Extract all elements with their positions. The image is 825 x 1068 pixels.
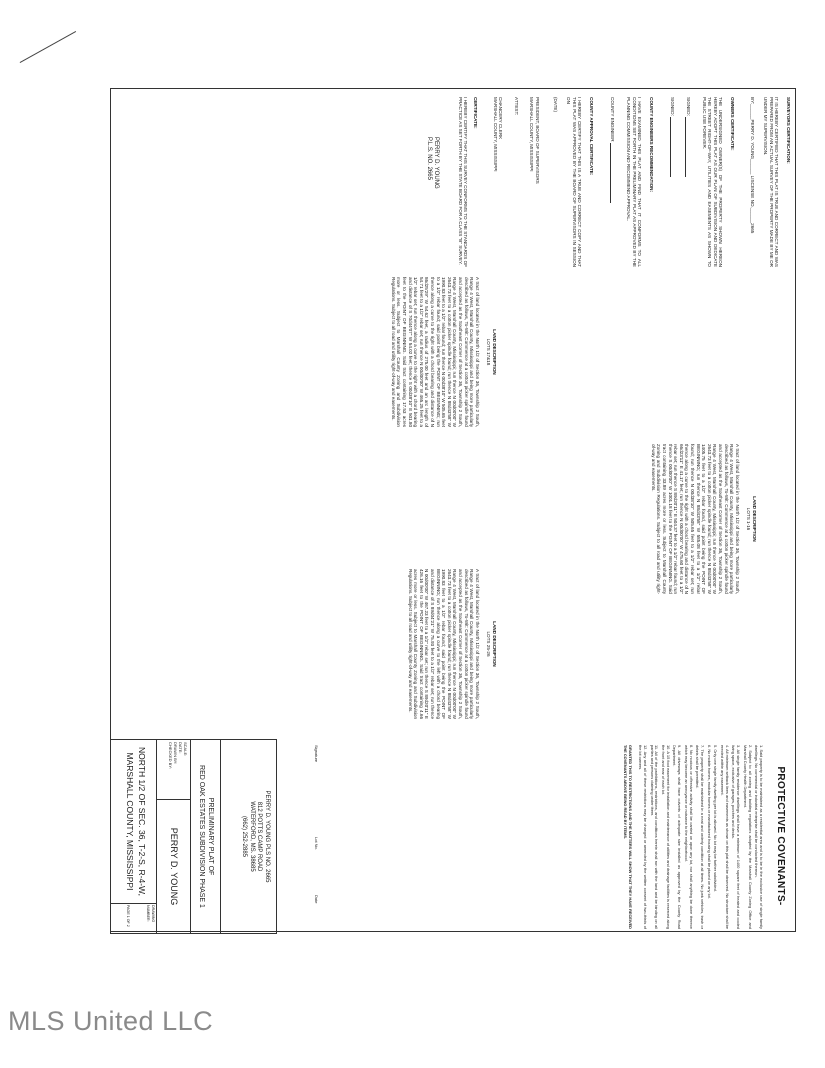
watermark-text: MLS United LLC — [8, 1006, 214, 1036]
land-description-text: A tract of land located in the North 1/2 of Section 36, Township 2 South, Range 4 West, Marshall County, Mississippi and being more particularly described as follows, To-Wit: Commence at a cotton picker spindle found and accepted as the Southeast Corner of Section 36, Township 2 South, Range 4 West, Marshall County, Mississippi; run thence N 00d00'00" W 2643.73 feet to a cotton picker spindle found; run thence N 88d43'58" W 1990.83 feet to a 1/2" rebar found; run thence N 00d38'10" W 505.65 feet to a 1/2" rebar found; said point being the POINT OF BEGINNING; run thence along a curve to the right with a chord bearing and distance of N 86d25'29" W 54.62 feet, a radius of 275.00 feet and an arc length of 54.71 feet to a 1/2" rebar set; run thence N 00d00'00" W 465.25 feet to a 1/2" rebar set; run thence along a curve to the right with a chord bearing and distance of S 70d44'07" W 54.02 feet; thence S 00d38'10" E 501.80 feet to the POINT OF BEGINNING. Said tract containing 17.53 acres more or less. Subject to Marshall County Zoning and Subdivision Regulations. Subject to all road and utility right-of-way and easements. — [390, 277, 480, 427]
county-approval-text: I HEREBY CERTIFY THAT THIS IS A TRUE AND CORRECT COPY AND THAT THIS PLAT WAS APPROVED BY THE BOARD OF SUPERVISORS IN SESSION ON — [566, 97, 583, 267]
plat-title-line-1: PRELIMINARY PLAT OF — [207, 797, 214, 876]
certifications-panel — [119, 97, 791, 267]
county-approval-heading: COUNTY APPROVAL CERTIFICATE: — [588, 97, 594, 176]
owner-cert-text: THE UNDERSIGNED OWNER(S) OF THE PROPERTY SHOWN HEREON HEREBY ADOPT THIS PLAT AS OUR PLAN OF SUBDIVISION AND DEDICATE THE STREET RIGHT-OF-WAY, UTILITIES AND EASEMENTS AS SHOWN TO PUBLIC USE FOREVER. — [701, 97, 724, 267]
rotated-plat-content — [111, 89, 797, 933]
signed-label: SIGNED: — [686, 97, 692, 116]
signed-line-1 — [685, 97, 691, 267]
legal-description-lots-17-18 — [197, 277, 497, 427]
chancery-label: CHANCERY CLERK — [498, 97, 504, 140]
covenant-item: 4. All minimum setback lines and easements as shown on this plat shall be observed. No structure shall be erected within any easement. — [720, 745, 730, 929]
covenant-item: 1. Said property is to be maintained as a residential area and is to be in the exclusive use of single family dwellings. No commercial or industrial enterprise shall be conducted thereon. — [754, 745, 764, 929]
lot-label: Lot No. — [314, 837, 319, 850]
drawing-number-label: DRAWING NUMBER: — [146, 905, 155, 923]
covenant-item: 2. Subject to all zoning and building regulations adopted by the Marshall County Zoning Office and Marshall County Health Department. — [742, 745, 753, 929]
surveyor-cert-heading: SURVEYORS CERTIFICATION: — [786, 97, 791, 164]
land-description-text: A tract of land located in the North 1/2 of Section 36, Township 2 South, Range 4 West, Marshall County, Mississippi and being more particularly described as follows, To-Wit: Commence at a cotton picker spindle found and accepted as the Southeast Corner of Section 36, Township 2 South, Range 4 West, Marshall County, Mississippi; run thence N 00d00'00" W 2643.73 feet to a cotton picker spindle found; run thence N 88d43'58" W 1405.75 feet to a 1/2" rebar found, said point being the POINT OF BEGINNING; run thence N 88d43'58" W 585.08 feet to a 1/2" rebar found; run thence N 00d38'10" W 505.65 feet to a 1/2" rebar set; run thence along a curve to the right with a chord bearing and distance of N 66d23'11" E 41.17 feet; run thence N 00d00'00" W 475.60 feet to a 1/2" rebar set; run thence S 89d20'11" E 504.37 feet to a 1/2" rebar found; run thence S 00d00'00" W 1001.18 feet to the POINT OF BEGINNING. Said tract containing 33.89 acres more or less. Subject to Marshall County Zoning and Subdivision Regulations. Subject to all road and utility right-of-way and easements. — [650, 444, 740, 594]
covenant-item: 12. Any and all of these restrictions may be changed or amended by the written consent of two-thirds of the lot owners. — [638, 745, 648, 929]
land-description-heading: LAND DESCRIPTION — [492, 329, 497, 375]
president-county: MARSHALL COUNTY, MISSISSIPPI — [529, 97, 535, 172]
signature-label: Signature — [314, 745, 319, 763]
sheet-number-cell — [110, 904, 156, 934]
county-engineer-text: I HAVE EXAMINED THIS PLAT AND FIND THAT IT CONFORMS TO ALL CONDITIONS SET FORTH IN THE PRELIMINARY PLAT AS APPROVED BY THE PLANNING COMMISSION AND RECOMMEND APPROVAL. — [626, 97, 643, 267]
covenant-item: 10. A 15 foot easement for installation and maintenance of utilities and drainage facilities is reserved along the front and rear of each lot. — [661, 745, 671, 929]
land-description-lots: LOTS 25-26 — [486, 631, 492, 657]
location-line-1: NORTH 1/2 OF SEC. 36, T-2-S, R-4-W, — [137, 747, 147, 896]
scale-date-cell — [156, 740, 190, 800]
drawn-label: DRAWN BY: — [173, 742, 178, 765]
legal-description-lots-1-16 — [457, 444, 757, 594]
surveyor-sig-line: BY:______PERRY D. YOUNG______ LISCENSE NO.______2665 — [749, 97, 755, 234]
firm-phone: (662) 252-2885 — [241, 815, 248, 858]
covenant-item: 9. All driveways shall have culverts of adequate size installed as approved by the County Road Department. — [672, 745, 683, 929]
location-line-2: MARSHALL COUNTY, MISSISSIPPI — [125, 752, 135, 891]
plat-sheet — [110, 88, 796, 932]
date-label: Date — [314, 895, 319, 904]
approval-date: (DATE) — [552, 97, 558, 112]
county-engineer-heading: COUNTY ENGINEERS RECOMMENDATION: — [648, 97, 654, 193]
covenant-item: 8. No noxious or offensive activity shall be carried on upon any lot, nor shall anything be done thereon which may become an annoyance or nuisance to the neighborhood. — [683, 745, 694, 929]
scale-label: SCALE: — [183, 742, 188, 757]
plat-title-line-2: RED OAK ESTATES SUBDIVISION PHASE 1 — [198, 765, 205, 908]
firm-address-2: WATERFORD, MS. 38685 — [249, 801, 255, 872]
county-engineer-line — [610, 97, 616, 267]
surveyor-cert-text: IT IS HEREBY CERTIFIED THAT THIS PLAT IS TRUE AND CORRECT AND WAS PREPARED FROM AN ACTUAL SURVEY OF THE PROPERTY MADE BY ME OR UNDER MY SUPERVISION. — [763, 97, 780, 267]
land-description-text: A tract of land located in the North 1/2 of Section 36, Township 2 South, Range 4 West, Marshall County, Mississippi and being more particularly described as follows, To-Wit: Commence at a cotton picker spindle found and accepted as the Southeast Corner of Section 36, Township 2 South, Range 4 West, Marshall County, Mississippi; run thence N 00d00'00" W 2643.73 feet to a cotton picker spindle found; run thence N 88d43'58" W 1990.83 feet to a 1/2" rebar found; said point being the POINT OF BEGINNING; run thence along a curve to the left with a chord bearing and distance of S 89d04'21" W 75.93 feet to a 1/2" rebar set; run thence N 00d00'00" W 467.23 feet to a 1/2" rebar set; run thence S 89d20'11" E 426.16 feet to the POINT OF BEGINNING. Said tract containing 4.66 acres more or less. Subject to Marshall County Zoning and Subdivision Regulations. Subject to all road and utility right-of-way and easements. — [407, 569, 480, 719]
sheet-label: PAGE 1 OF 2 — [126, 905, 130, 927]
covenant-item: 11. All of the prohibitions, restrictions, and conditions herein shall run with the land and be binding on all parties and persons claiming under them. — [649, 745, 660, 929]
scan-artifact-line — [20, 31, 77, 63]
signature-blank — [670, 117, 675, 177]
location-cell — [110, 740, 156, 904]
covenant-item: 3. All single family residence dwellings shall have a minimum of 1400 square feet of heated and cooled living space, exclusive of garages, porches and decks. — [731, 745, 742, 929]
covenant-item: 5. Only one single family dwelling per lot is allowed. No lot may be further subdivided. — [713, 745, 719, 892]
signature-blank — [610, 143, 615, 203]
attest-label: ATTEST: — [513, 97, 519, 116]
chancery-county: MARSHALL COUNTY, MISSISSIPPI — [492, 97, 498, 172]
covenant-item: 7. The property shall be maintained in a neat and orderly condition at all times. No junk vehicles, trash or debris shall be permitted. — [695, 745, 705, 929]
firm-cell — [220, 740, 276, 934]
covenants-title: PROTECTIVE COVENANTS- — [775, 766, 786, 906]
checked-label: CHECKED BY: — [168, 742, 173, 769]
surveyed-by: PERRY D. YOUNG — [169, 827, 179, 906]
surveyor-name: PERRY D. YOUNG — [433, 137, 440, 189]
land-description-lots: LOTS 1-16 — [746, 507, 752, 531]
signed-label: SIGNED: — [670, 97, 676, 116]
county-engineer-label: COUNTY ENGINEER — [610, 97, 616, 142]
surveyed-by-cell — [156, 800, 190, 934]
date-label: DATE: — [178, 742, 183, 754]
covenants-list — [333, 745, 763, 929]
covenant-signature-row — [309, 745, 327, 929]
land-description-heading: LAND DESCRIPTION — [752, 496, 757, 542]
covenant-item: 6. No mobile homes, modular homes or manufactured housing shall be placed on any lot. — [706, 745, 712, 899]
land-description-heading: LAND DESCRIPTION — [492, 621, 497, 667]
covenants-and-title-block — [111, 739, 797, 933]
signature-blank — [685, 117, 690, 177]
owner-cert-heading: OWNERS CERTIFICATE: — [730, 97, 736, 151]
firm-address-1: 812 POTTS CAMP ROAD — [256, 801, 263, 872]
covenant-owner-statement: GRANTED THIS TO RESTRICTIONS AND THE MATTERS WILL SHOW THAT THEY HAVE RECEIVED THE COVENANTS ABOVE BEING READ BY ITEMS. — [622, 745, 633, 929]
certificate-heading: CERTIFICATE: — [472, 97, 478, 129]
firm-name: PERRY D. YOUNG PLS NO. 2665 — [264, 790, 270, 883]
land-description-lots: LOTS 17&18 — [486, 338, 492, 366]
plat-title-cell — [190, 740, 220, 934]
certificate-text: I HEREBY CERTIFY THAT THIS SURVEY CONFORMS TO THE STANDARDS OF PRACTICE AS SET FORTH BY THE STATE BOARD FOR A CLASS "B" SURVEY. — [457, 97, 469, 267]
president-label: PRESIDENT, BOARD OF SUPERVISORS — [534, 97, 540, 184]
title-block — [110, 739, 277, 934]
signed-line-2 — [670, 97, 676, 267]
legal-description-lots-25-26 — [197, 569, 497, 719]
surveyor-pls: P.L.S. NO. 2665 — [426, 137, 433, 180]
